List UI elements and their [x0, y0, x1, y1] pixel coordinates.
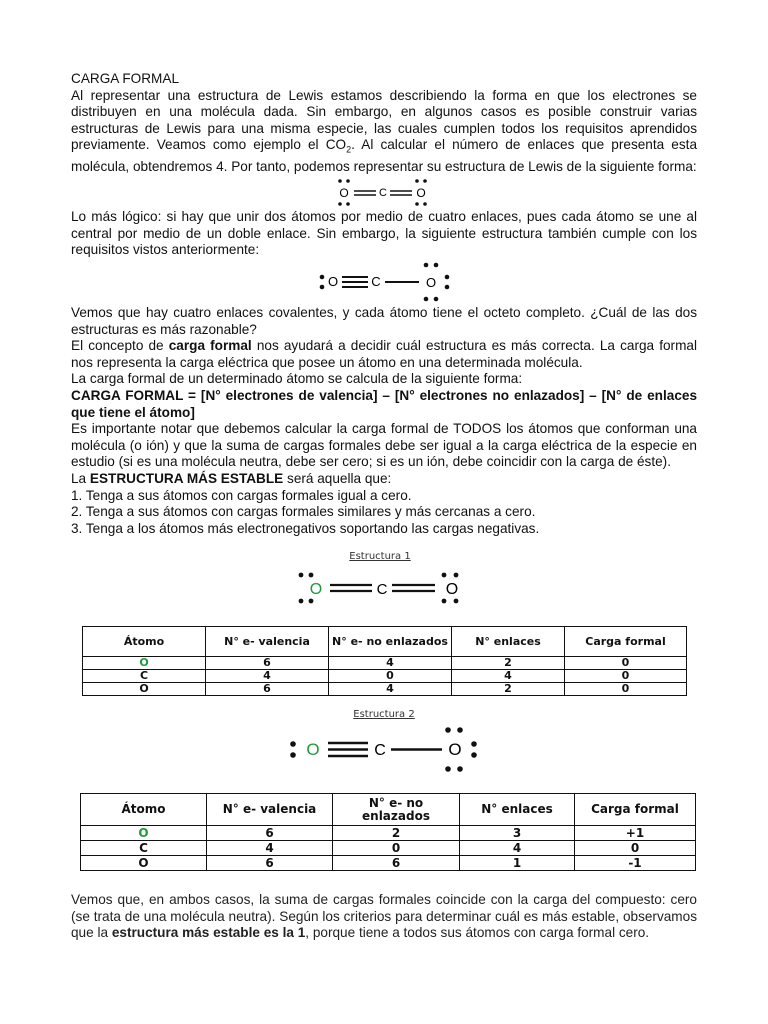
atom-o-right: O: [445, 581, 459, 598]
lewis-structure-double-bonds: [319, 175, 449, 209]
atom-o-right: O: [448, 740, 462, 759]
structure-2-table: [80, 793, 696, 871]
paragraph-logic: Lo más lógico: si hay que unir dos átomos por medio de cuatro enlaces, pues cada átomo se une al central por medio de un doble enlace. Sin embargo, la siguiente estructura también cumple con los requisitos vistos anteriormente:: [71, 209, 697, 258]
atom-o-left: O: [309, 581, 323, 598]
atom-o-left: O: [306, 740, 320, 759]
atom-c: C: [374, 742, 386, 759]
table-row: C 4 0 4 0: [83, 670, 687, 683]
lewis-structure-triple-single: [314, 261, 454, 303]
column-header: N° enlaces: [452, 627, 565, 657]
paragraph-intro: Al representar una estructura de Lewis estamos describiendo la forma en que los electrones se distribuyen en una molécula dada. Sin embargo, en algunos casos es posible construir varias estructuras de Lewis para una misma especie, las cuales cumplen todos los requisitos aprendidos previamente. Veamos como ejemplo el $CO_2$. Al calcular el número de enlaces que presenta esta molécula, obtendremos 4. Por tanto, podemos representar su estructura de Lewis de la siguiente forma:: [71, 87, 698, 174]
paragraph-calc: La carga formal de un determinado átomo se calcula de la siguiente forma:: [71, 371, 523, 387]
paragraph-octet: Vemos que hay cuatro enlaces covalentes, y cada átomo tiene el octeto completo. ¿Cuál de las dos estructuras es más razonable?: [71, 305, 697, 337]
paragraph-concept: El concepto de carga formal nos ayudará a decidir cuál estructura es más correcta. La carga formal nos representa la carga eléctrica que posee un átomo en una determinada molécula.: [71, 338, 697, 370]
atom-o-right: O: [416, 186, 426, 201]
atom-o-left: O: [339, 186, 349, 201]
atom-c: C: [371, 274, 381, 290]
formula: CARGA FORMAL = [N° electrones de valencia] – [N° electrones no enlazados] – [N° de enlaces que tiene el átomo]: [71, 388, 697, 420]
column-header: N° e- no enlazados: [333, 794, 460, 826]
atom-c: C: [379, 187, 387, 200]
column-header: Carga formal: [565, 627, 687, 657]
paragraph-conclusion: Vemos que, en ambos casos, la suma de cargas formales coincide con la carga del compuesto: cero (se trata de una molécula neutra). Según los criterios para determinar cuál es más estable, observamos que la estructura más estable es la 1, porque tiene a todos sus átomos con carga formal cero.: [71, 892, 697, 941]
table-row: O 6 4 2 0: [83, 657, 687, 670]
paragraph-important: Es importante notar que debemos calcular la carga formal de TODOS los átomos que conforman una molécula (o ión) y que la suma de cargas formales debe ser igual a la carga eléctrica de la especie en estudio (si es una molécula neutra, debe ser cero; si es un ión, debe coincidir con la carga de éste).: [71, 421, 697, 470]
list-item: 1. Tenga a sus átomos con cargas formales igual a cero.: [71, 487, 412, 503]
document-body: [71, 71, 697, 537]
atom-o-right: O: [425, 275, 437, 291]
column-header: N° enlaces: [460, 794, 575, 826]
list-item: 3. Tenga a los átomos más electronegativos soportando las cargas negativas.: [71, 520, 540, 536]
column-header: N° e- no enlazados: [329, 627, 452, 657]
structure-2-caption: Estructura 2: [353, 709, 415, 720]
table-row: O 6 2 3 +1: [81, 826, 696, 841]
structure-1-diagram: [290, 566, 480, 610]
section-title: CARGA FORMAL: [71, 71, 180, 86]
list-item: 2. Tenga a sus átomos con cargas formales similares y más cercanas a cero.: [71, 504, 536, 520]
table-row: C 4 0 4 0: [81, 841, 696, 856]
column-header: N° e- valencia: [206, 627, 329, 657]
atom-c: C: [376, 581, 388, 598]
structure-2-diagram: [284, 724, 484, 776]
table-row: O 6 6 1 -1: [81, 856, 696, 871]
column-header: Carga formal: [575, 794, 696, 826]
column-header: N° e- valencia: [207, 794, 333, 826]
table-row: O 6 4 2 0: [83, 683, 687, 696]
atom-o-left: O: [327, 274, 339, 290]
structure-1-table: [82, 626, 687, 696]
column-header: Átomo: [81, 794, 207, 826]
paragraph-stable: La ESTRUCTURA MÁS ESTABLE será aquella que:: [71, 471, 392, 486]
structure-1-caption: Estructura 1: [349, 551, 411, 562]
column-header: Átomo: [83, 627, 206, 657]
